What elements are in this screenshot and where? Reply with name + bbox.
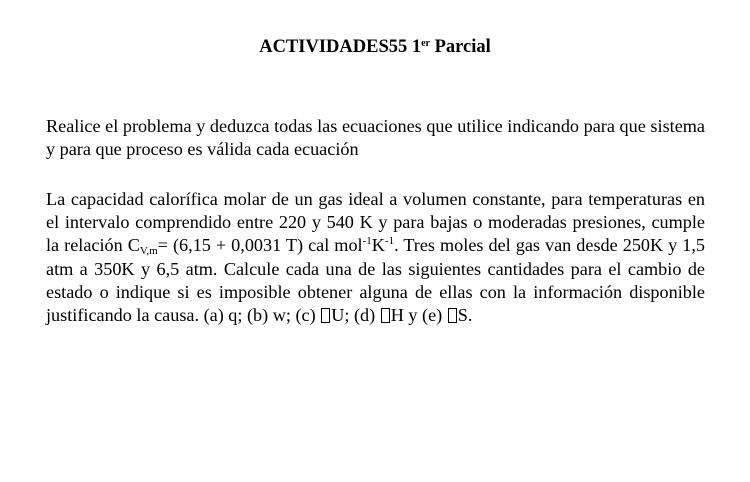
kelvin-unit: K (371, 235, 385, 256)
missing-delta-glyph-icon (381, 308, 390, 323)
mol-exponent: -1 (362, 235, 372, 248)
title-tail: Parcial (430, 37, 491, 57)
item-e: S. (457, 305, 473, 326)
cv-subscript: V,m (139, 245, 158, 258)
title-main: ACTIVIDADES55 1 (259, 37, 422, 57)
item-d: H y (e) (390, 305, 447, 326)
item-c: U; (d) (331, 305, 380, 326)
kelvin-exponent: -1 (384, 235, 395, 248)
missing-delta-glyph-icon (448, 308, 457, 323)
heat-capacity-relation: = (6,15 + 0,0031 T) cal mol (157, 235, 363, 256)
document-title (0, 34, 750, 60)
problem-intro: La capacidad calorífica molar de un gas ideal a volumen constante, para temperaturas en el intervalo comprendido entre 220 y 540 K y para bajas o moderadas presiones, cumple la relación C (46, 189, 705, 256)
instruction-paragraph: Realice el problema y deduzca todas las ecuaciones que utilice indicando para que sistema y para que proceso es válida cada ecuación (46, 116, 705, 160)
problem-statement: . Tres moles del gas van desde 250K y 1,5 atm a 350K y 6,5 atm. Calcule cada una de las siguientes cantidades para el cambio de estado o indique si es imposible obtener alguna de ellas con la información disponible justificando la causa. (a) q; (b) w; (c) (46, 235, 706, 326)
missing-delta-glyph-icon (321, 308, 330, 323)
problem-paragraph (46, 188, 705, 327)
title-superscript: er (421, 38, 430, 49)
